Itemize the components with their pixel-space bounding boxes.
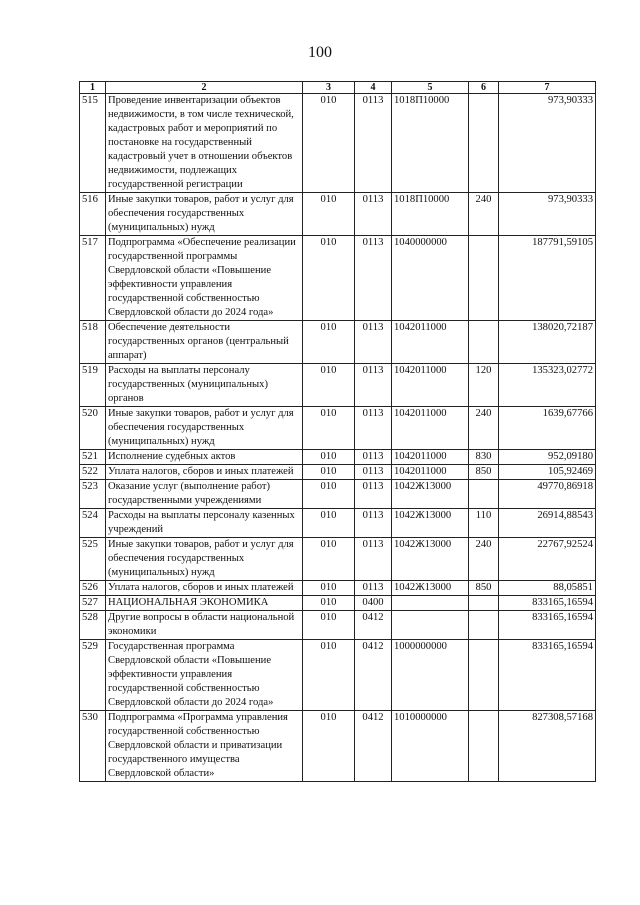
row-expense-type xyxy=(469,596,499,611)
col-header-6: 6 xyxy=(469,82,499,94)
row-section-code: 0113 xyxy=(355,193,392,236)
row-target-code xyxy=(392,596,469,611)
row-name: Проведение инвентаризации объектов недвижимости, в том числе технической, кадастровых работ и мероприятий по постановке на государственный кадастровый учет в отношении объектов недвижимости, подлежащих государственной регистрации xyxy=(106,94,303,193)
row-name: Исполнение судебных актов xyxy=(106,450,303,465)
table-row xyxy=(80,581,596,596)
row-ministry-code: 010 xyxy=(303,465,355,480)
row-target-code: 1018П10000 xyxy=(392,94,469,193)
row-number: 530 xyxy=(80,711,106,782)
row-name: Уплата налогов, сборов и иных платежей xyxy=(106,581,303,596)
row-section-code: 0400 xyxy=(355,596,392,611)
table-body xyxy=(80,94,596,782)
row-expense-type: 850 xyxy=(469,465,499,480)
row-target-code: 1042011000 xyxy=(392,465,469,480)
table-row xyxy=(80,236,596,321)
row-target-code: 1042Ж13000 xyxy=(392,538,469,581)
row-ministry-code: 010 xyxy=(303,581,355,596)
col-header-3: 3 xyxy=(303,82,355,94)
row-amount: 88,05851 xyxy=(499,581,596,596)
row-expense-type: 240 xyxy=(469,407,499,450)
row-expense-type xyxy=(469,480,499,509)
row-ministry-code: 010 xyxy=(303,611,355,640)
row-target-code: 1042Ж13000 xyxy=(392,581,469,596)
row-ministry-code: 010 xyxy=(303,321,355,364)
row-expense-type: 830 xyxy=(469,450,499,465)
row-expense-type xyxy=(469,640,499,711)
table-row xyxy=(80,480,596,509)
row-number: 529 xyxy=(80,640,106,711)
row-ministry-code: 010 xyxy=(303,364,355,407)
col-header-1: 1 xyxy=(80,82,106,94)
row-section-code: 0113 xyxy=(355,480,392,509)
row-number: 528 xyxy=(80,611,106,640)
row-number: 526 xyxy=(80,581,106,596)
row-section-code: 0412 xyxy=(355,711,392,782)
row-amount: 1639,67766 xyxy=(499,407,596,450)
row-amount: 973,90333 xyxy=(499,193,596,236)
row-name: Подпрограмма «Программа управления государственной собственностью Свердловской области и приватизации государственного имущества Свердловской области» xyxy=(106,711,303,782)
col-header-7: 7 xyxy=(499,82,596,94)
row-name: Обеспечение деятельности государственных органов (центральный аппарат) xyxy=(106,321,303,364)
row-expense-type: 110 xyxy=(469,509,499,538)
row-number: 522 xyxy=(80,465,106,480)
row-amount: 105,92469 xyxy=(499,465,596,480)
row-section-code: 0113 xyxy=(355,465,392,480)
row-target-code: 1000000000 xyxy=(392,640,469,711)
row-target-code: 1042Ж13000 xyxy=(392,509,469,538)
row-ministry-code: 010 xyxy=(303,236,355,321)
row-amount: 22767,92524 xyxy=(499,538,596,581)
row-amount: 49770,86918 xyxy=(499,480,596,509)
table-row xyxy=(80,640,596,711)
row-target-code: 1042011000 xyxy=(392,407,469,450)
row-target-code: 1042011000 xyxy=(392,321,469,364)
row-expense-type xyxy=(469,611,499,640)
row-number: 527 xyxy=(80,596,106,611)
row-section-code: 0113 xyxy=(355,364,392,407)
table-row xyxy=(80,364,596,407)
row-number: 518 xyxy=(80,321,106,364)
table-row xyxy=(80,407,596,450)
row-ministry-code: 010 xyxy=(303,407,355,450)
row-section-code: 0412 xyxy=(355,640,392,711)
row-expense-type: 850 xyxy=(469,581,499,596)
row-number: 517 xyxy=(80,236,106,321)
row-name: Иные закупки товаров, работ и услуг для обеспечения государственных (муниципальных) нужд xyxy=(106,538,303,581)
table-row xyxy=(80,611,596,640)
row-number: 519 xyxy=(80,364,106,407)
row-name: Уплата налогов, сборов и иных платежей xyxy=(106,465,303,480)
row-number: 515 xyxy=(80,94,106,193)
row-expense-type xyxy=(469,711,499,782)
table-row xyxy=(80,94,596,193)
row-section-code: 0412 xyxy=(355,611,392,640)
row-amount: 138020,72187 xyxy=(499,321,596,364)
table-row xyxy=(80,596,596,611)
row-number: 525 xyxy=(80,538,106,581)
row-name: Государственная программа Свердловской области «Повышение эффективности управления государственной собственностью Свердловской области до 2024 года» xyxy=(106,640,303,711)
row-amount: 827308,57168 xyxy=(499,711,596,782)
table-row xyxy=(80,193,596,236)
row-section-code: 0113 xyxy=(355,236,392,321)
row-name: Расходы на выплаты персоналу казенных учреждений xyxy=(106,509,303,538)
row-number: 523 xyxy=(80,480,106,509)
row-name: Расходы на выплаты персоналу государственных (муниципальных) органов xyxy=(106,364,303,407)
row-ministry-code: 010 xyxy=(303,711,355,782)
row-target-code: 1040000000 xyxy=(392,236,469,321)
row-amount: 833165,16594 xyxy=(499,596,596,611)
row-number: 520 xyxy=(80,407,106,450)
row-number: 521 xyxy=(80,450,106,465)
row-name: Другие вопросы в области национальной экономики xyxy=(106,611,303,640)
row-ministry-code: 010 xyxy=(303,596,355,611)
row-number: 524 xyxy=(80,509,106,538)
col-header-2: 2 xyxy=(106,82,303,94)
row-expense-type xyxy=(469,321,499,364)
row-amount: 833165,16594 xyxy=(499,640,596,711)
table-row xyxy=(80,321,596,364)
row-expense-type xyxy=(469,94,499,193)
row-target-code xyxy=(392,611,469,640)
table-row xyxy=(80,509,596,538)
table-row xyxy=(80,711,596,782)
row-amount: 973,90333 xyxy=(499,94,596,193)
row-ministry-code: 010 xyxy=(303,509,355,538)
row-section-code: 0113 xyxy=(355,407,392,450)
row-section-code: 0113 xyxy=(355,509,392,538)
row-section-code: 0113 xyxy=(355,94,392,193)
row-ministry-code: 010 xyxy=(303,193,355,236)
row-ministry-code: 010 xyxy=(303,450,355,465)
row-target-code: 1018П10000 xyxy=(392,193,469,236)
row-amount: 26914,88543 xyxy=(499,509,596,538)
row-name: Подпрограмма «Обеспечение реализации государственной программы Свердловской области «Повышение эффективности управления государственной собственностью Свердловской области до 2024 года» xyxy=(106,236,303,321)
row-expense-type: 120 xyxy=(469,364,499,407)
row-name: Иные закупки товаров, работ и услуг для обеспечения государственных (муниципальных) нужд xyxy=(106,407,303,450)
page-number: 100 xyxy=(308,44,332,61)
col-header-4: 4 xyxy=(355,82,392,94)
row-ministry-code: 010 xyxy=(303,480,355,509)
table-row xyxy=(80,538,596,581)
row-ministry-code: 010 xyxy=(303,94,355,193)
row-target-code: 1042Ж13000 xyxy=(392,480,469,509)
row-target-code: 1042011000 xyxy=(392,364,469,407)
row-expense-type: 240 xyxy=(469,193,499,236)
row-name: Иные закупки товаров, работ и услуг для обеспечения государственных (муниципальных) нужд xyxy=(106,193,303,236)
row-expense-type: 240 xyxy=(469,538,499,581)
row-target-code: 1042011000 xyxy=(392,450,469,465)
row-amount: 952,09180 xyxy=(499,450,596,465)
row-amount: 833165,16594 xyxy=(499,611,596,640)
row-name: НАЦИОНАЛЬНАЯ ЭКОНОМИКА xyxy=(106,596,303,611)
row-expense-type xyxy=(469,236,499,321)
row-name: Оказание услуг (выполнение работ) государственными учреждениями xyxy=(106,480,303,509)
row-section-code: 0113 xyxy=(355,581,392,596)
row-amount: 187791,59105 xyxy=(499,236,596,321)
row-section-code: 0113 xyxy=(355,538,392,581)
table-row xyxy=(80,450,596,465)
row-ministry-code: 010 xyxy=(303,538,355,581)
table-header-row xyxy=(80,82,596,94)
row-section-code: 0113 xyxy=(355,321,392,364)
row-target-code: 1010000000 xyxy=(392,711,469,782)
row-amount: 135323,02772 xyxy=(499,364,596,407)
budget-table xyxy=(79,81,596,782)
row-number: 516 xyxy=(80,193,106,236)
row-section-code: 0113 xyxy=(355,450,392,465)
col-header-5: 5 xyxy=(392,82,469,94)
table-row xyxy=(80,465,596,480)
row-ministry-code: 010 xyxy=(303,640,355,711)
